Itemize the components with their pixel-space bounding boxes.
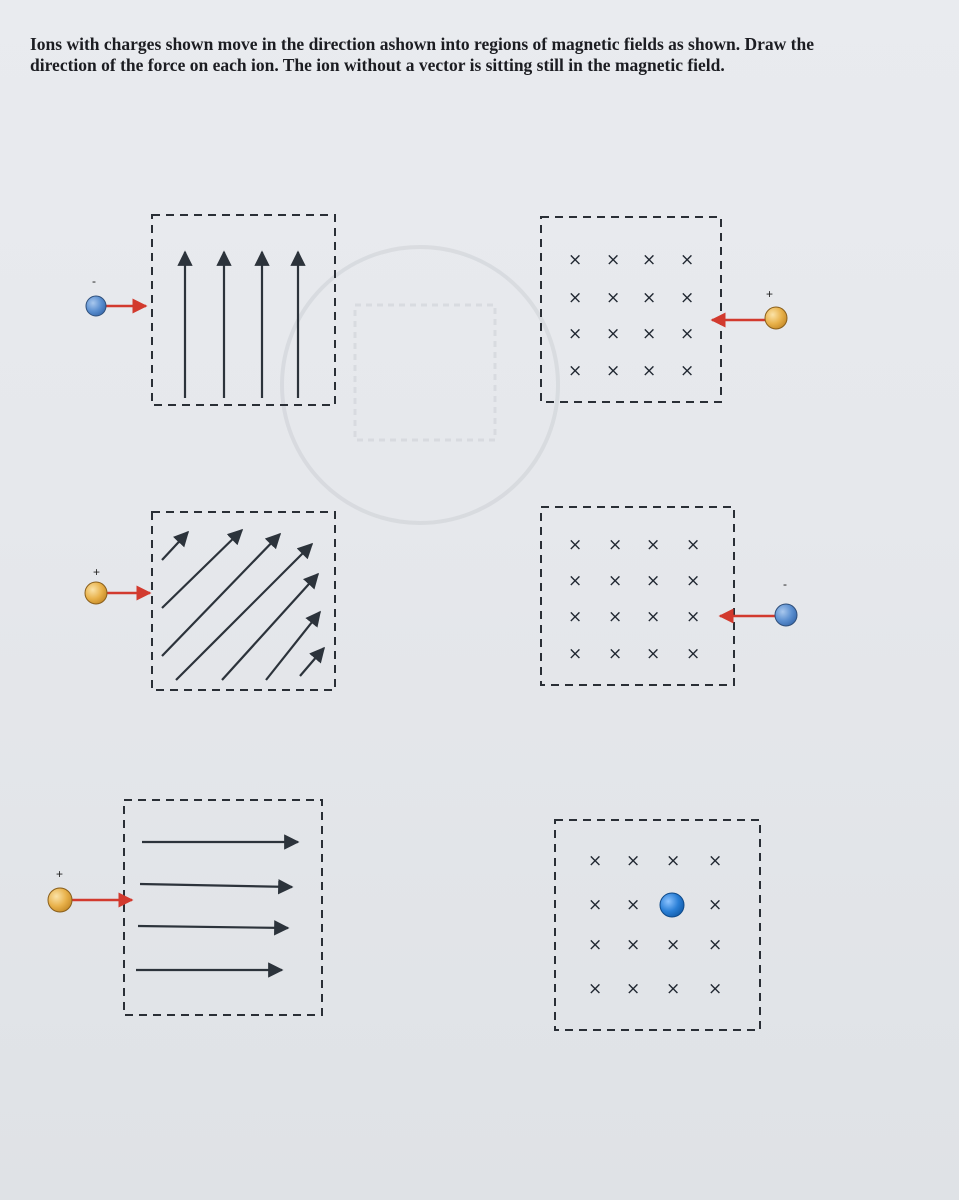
svg-text:×: × — [588, 979, 603, 999]
panel-field-diagonal — [85, 512, 335, 690]
panel-field-right — [48, 800, 322, 1015]
svg-text:×: × — [568, 644, 583, 664]
svg-text:×: × — [626, 979, 641, 999]
panel-field-up — [86, 215, 335, 405]
svg-text:×: × — [680, 250, 695, 270]
instructions-text: Ions with charges shown move in the direction ashown into regions of magnetic fields as shown. Draw the direction of the force on each ion. The ion without a vector is sitting still in the magnetic field. — [30, 34, 814, 75]
svg-text:×: × — [646, 571, 661, 591]
positive-ion[interactable] — [48, 888, 72, 912]
svg-text:×: × — [666, 851, 681, 871]
svg-text:×: × — [588, 935, 603, 955]
svg-text:×: × — [608, 644, 623, 664]
field-lines-diagonal — [162, 530, 324, 680]
svg-text:×: × — [686, 644, 701, 664]
positive-ion[interactable] — [765, 307, 787, 329]
svg-text:×: × — [626, 895, 641, 915]
negative-ion[interactable] — [86, 296, 106, 316]
svg-text:×: × — [680, 288, 695, 308]
svg-text:×: × — [680, 361, 695, 381]
svg-text:×: × — [608, 535, 623, 555]
svg-text:×: × — [608, 571, 623, 591]
svg-text:×: × — [606, 324, 621, 344]
svg-text:×: × — [568, 250, 583, 270]
svg-text:×: × — [666, 979, 681, 999]
svg-text:×: × — [608, 607, 623, 627]
panel-field-into-page-3 — [555, 820, 760, 1030]
panel-field-into-page-2 — [541, 507, 797, 685]
svg-text:×: × — [686, 607, 701, 627]
field-region-box — [555, 820, 760, 1030]
svg-text:×: × — [606, 288, 621, 308]
into-page-crosses — [588, 851, 722, 999]
svg-text:×: × — [568, 324, 583, 344]
svg-text:×: × — [666, 935, 681, 955]
svg-text:×: × — [686, 571, 701, 591]
background-stamp — [282, 247, 558, 523]
into-page-crosses — [568, 535, 700, 664]
charge-sign: + — [93, 565, 101, 579]
svg-text:×: × — [708, 895, 723, 915]
svg-text:×: × — [568, 361, 583, 381]
field-region-box — [152, 215, 335, 405]
charge-sign: + — [766, 287, 774, 301]
into-page-crosses — [568, 250, 694, 381]
svg-text:×: × — [568, 571, 583, 591]
svg-text:×: × — [568, 607, 583, 627]
panel-field-into-page-1 — [541, 217, 787, 402]
svg-text:×: × — [642, 288, 657, 308]
svg-text:×: × — [568, 288, 583, 308]
positive-ion[interactable] — [85, 582, 107, 604]
svg-text:×: × — [568, 535, 583, 555]
svg-text:×: × — [626, 935, 641, 955]
svg-text:×: × — [588, 895, 603, 915]
negative-ion[interactable] — [775, 604, 797, 626]
stationary-ion[interactable] — [660, 893, 684, 917]
charge-sign: - — [783, 577, 787, 591]
svg-text:×: × — [606, 250, 621, 270]
field-region-box — [152, 512, 335, 690]
svg-text:×: × — [708, 935, 723, 955]
svg-text:×: × — [642, 250, 657, 270]
svg-text:×: × — [680, 324, 695, 344]
charge-sign: + — [56, 867, 64, 881]
svg-text:×: × — [626, 851, 641, 871]
field-region-box — [124, 800, 322, 1015]
svg-text:×: × — [642, 361, 657, 381]
svg-text:×: × — [646, 644, 661, 664]
svg-text:×: × — [708, 979, 723, 999]
charge-sign: - — [92, 274, 96, 288]
svg-text:×: × — [646, 607, 661, 627]
svg-text:×: × — [646, 535, 661, 555]
svg-text:×: × — [686, 535, 701, 555]
svg-text:×: × — [588, 851, 603, 871]
svg-text:×: × — [642, 324, 657, 344]
field-lines-right — [136, 842, 298, 970]
svg-text:×: × — [606, 361, 621, 381]
svg-text:×: × — [708, 851, 723, 871]
